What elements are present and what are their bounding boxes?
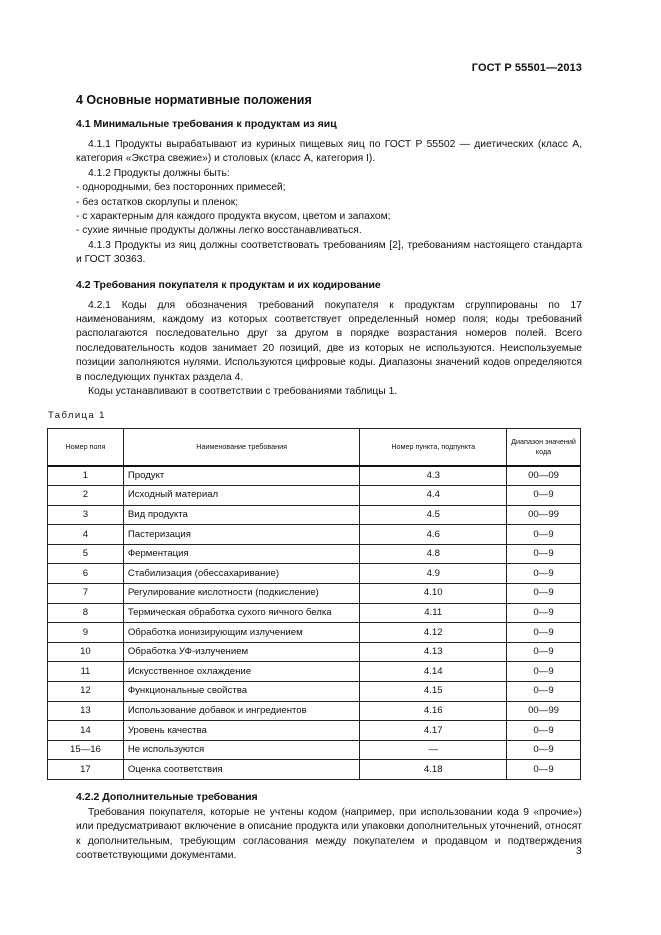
cell-range: 0—9 [507, 544, 581, 564]
cell-clause: 4.9 [360, 564, 507, 584]
standard-code: ГОСТ Р 55501—2013 [471, 62, 582, 74]
cell-range: 0—9 [507, 584, 581, 604]
cell-clause: 4.14 [360, 662, 507, 682]
table-row [48, 662, 581, 682]
table-row [48, 701, 581, 721]
requirements-list [76, 181, 582, 239]
cell-field-number: 6 [48, 564, 124, 584]
table-row [48, 642, 581, 662]
cell-range: 0—9 [507, 662, 581, 682]
cell-clause: 4.4 [360, 486, 507, 506]
cell-clause: 4.11 [360, 603, 507, 623]
table-header-row [48, 428, 581, 466]
cell-requirement: Использование добавок и ингредиентов [123, 701, 360, 721]
cell-requirement: Регулирование кислотности (подкисление) [123, 584, 360, 604]
list-item: - сухие яичные продукты должны легко восстанавливаться. [76, 225, 362, 237]
cell-field-number: 1 [48, 466, 124, 486]
paragraph-4-1-1: 4.1.1 Продукты вырабатывают из куриных пищевых яиц по ГОСТ Р 55502 — диетических (класс А, категория «Экстра свежие») и столовых (класс А, категория I). [76, 139, 582, 165]
paragraph-codes: Коды устанавливают в соответствии с требованиями таблицы 1. [88, 386, 398, 398]
cell-requirement: Обработка УФ-излучением [123, 642, 360, 662]
cell-field-number: 8 [48, 603, 124, 623]
subsection-4-2-title: 4.2 Требования покупателя к продуктам и их кодирование [76, 278, 381, 291]
subsection-4-1-title: 4.1 Минимальные требования к продуктам из яиц [76, 118, 337, 130]
cell-requirement: Продукт [123, 466, 360, 486]
table-row [48, 682, 581, 702]
cell-field-number: 2 [48, 486, 124, 506]
cell-clause: 4.5 [360, 505, 507, 525]
cell-requirement: Стабилизация (обессахаривание) [123, 564, 360, 584]
table-caption: Таблица 1 [48, 409, 106, 421]
table-row [48, 721, 581, 741]
cell-requirement: Искусственное охлаждение [123, 662, 360, 682]
table-row [48, 760, 581, 780]
list-item: - однородными, без посторонних примесей; [76, 182, 286, 194]
cell-field-number: 4 [48, 525, 124, 545]
paragraph-4-1-3: 4.1.3 Продукты из яиц должны соответствовать требованиям [2], требованиям настоящего стандарта и ГОСТ 30363. [76, 239, 582, 266]
header-requirement-name: Наименование требования [123, 428, 360, 466]
cell-clause: 4.3 [360, 466, 507, 486]
cell-clause: 4.10 [360, 584, 507, 604]
cell-range: 00—99 [507, 701, 581, 721]
cell-range: 00—99 [507, 505, 581, 525]
table-row [48, 466, 581, 486]
cell-clause: 4.8 [360, 544, 507, 564]
page-content [48, 92, 582, 864]
cell-range: 0—9 [507, 760, 581, 780]
cell-range: 0—9 [507, 721, 581, 741]
cell-field-number: 12 [48, 682, 124, 702]
cell-requirement: Обработка ионизирующим излучением [123, 623, 360, 643]
cell-clause: 4.6 [360, 525, 507, 545]
table-row [48, 486, 581, 506]
paragraph-4-1-2: 4.1.2 Продукты должны быть: [88, 167, 230, 179]
list-item: - с характерным для каждого продукта вкусом, цветом и запахом; [76, 211, 391, 223]
table-row [48, 564, 581, 584]
cell-requirement: Уровень качества [123, 721, 360, 741]
paragraph-4-2-2: Требования покупателя, которые не учтены кодом (например, при использовании кода 9 «прочие») или предусматривают включение в описание продукта или упаковки дополнительных уточнений, относят к дополнительным, требующим согласования между покупателем и продавцом и подтверждения соответствующими документами. [76, 807, 582, 862]
cell-field-number: 9 [48, 623, 124, 643]
cell-range: 0—9 [507, 486, 581, 506]
table-row [48, 525, 581, 545]
cell-requirement: Пастеризация [123, 525, 360, 545]
section-title: 4 Основные нормативные положения [76, 93, 312, 107]
cell-range: 0—9 [507, 603, 581, 623]
cell-requirement: Оценка соответствия [123, 760, 360, 780]
cell-field-number: 7 [48, 584, 124, 604]
cell-clause: 4.12 [360, 623, 507, 643]
cell-field-number: 5 [48, 544, 124, 564]
cell-clause: 4.13 [360, 642, 507, 662]
cell-clause: 4.16 [360, 701, 507, 721]
cell-clause: 4.17 [360, 721, 507, 741]
cell-clause: — [360, 740, 507, 760]
header-code-range: Диапазон значений кода [507, 428, 581, 466]
cell-range: 0—9 [507, 564, 581, 584]
table-row [48, 623, 581, 643]
cell-field-number: 13 [48, 701, 124, 721]
cell-requirement: Термическая обработка сухого яичного белка [123, 603, 360, 623]
requirements-table [47, 428, 581, 781]
cell-range: 0—9 [507, 525, 581, 545]
cell-requirement: Функциональные свойства [123, 682, 360, 702]
table-row [48, 740, 581, 760]
cell-field-number: 11 [48, 662, 124, 682]
table-row [48, 584, 581, 604]
table-row [48, 505, 581, 525]
cell-field-number: 17 [48, 760, 124, 780]
cell-range: 0—9 [507, 682, 581, 702]
page-number: 3 [576, 846, 582, 857]
cell-requirement: Исходный материал [123, 486, 360, 506]
cell-range: 0—9 [507, 623, 581, 643]
list-item: - без остатков скорлупы и пленок; [76, 196, 239, 208]
header-field-number: Номер поля [48, 428, 124, 466]
table-row [48, 544, 581, 564]
table-row [48, 603, 581, 623]
cell-clause: 4.18 [360, 760, 507, 780]
subsection-4-2-2-title: 4.2.2 Дополнительные требования [76, 791, 258, 803]
cell-requirement: Не используются [123, 740, 360, 760]
cell-range: 0—9 [507, 740, 581, 760]
header-clause-number: Номер пункта, подпункта [360, 428, 507, 466]
cell-clause: 4.15 [360, 682, 507, 702]
cell-requirement: Ферментация [123, 544, 360, 564]
cell-range: 0—9 [507, 642, 581, 662]
cell-range: 00—09 [507, 466, 581, 486]
paragraph-4-2-1: 4.2.1 Коды для обозначения требований покупателя к продуктам сгруппированы по 17 наименованиям, каждому из которых соответствует определенный номер поля; коды требований располагаются последовательно друг за другом в порядке возрастания номеров полей. Всего последовательность кодов занимает 20 позиций, две из которых не используются. Неиспользуемые позиции заполняются нулями. Используются цифровые коды. Диапазоны значений кодов определяются в последующих пунктах раздела 4. [76, 299, 582, 383]
cell-field-number: 14 [48, 721, 124, 741]
cell-field-number: 15—16 [48, 740, 124, 760]
cell-requirement: Вид продукта [123, 505, 360, 525]
cell-field-number: 10 [48, 642, 124, 662]
cell-field-number: 3 [48, 505, 124, 525]
